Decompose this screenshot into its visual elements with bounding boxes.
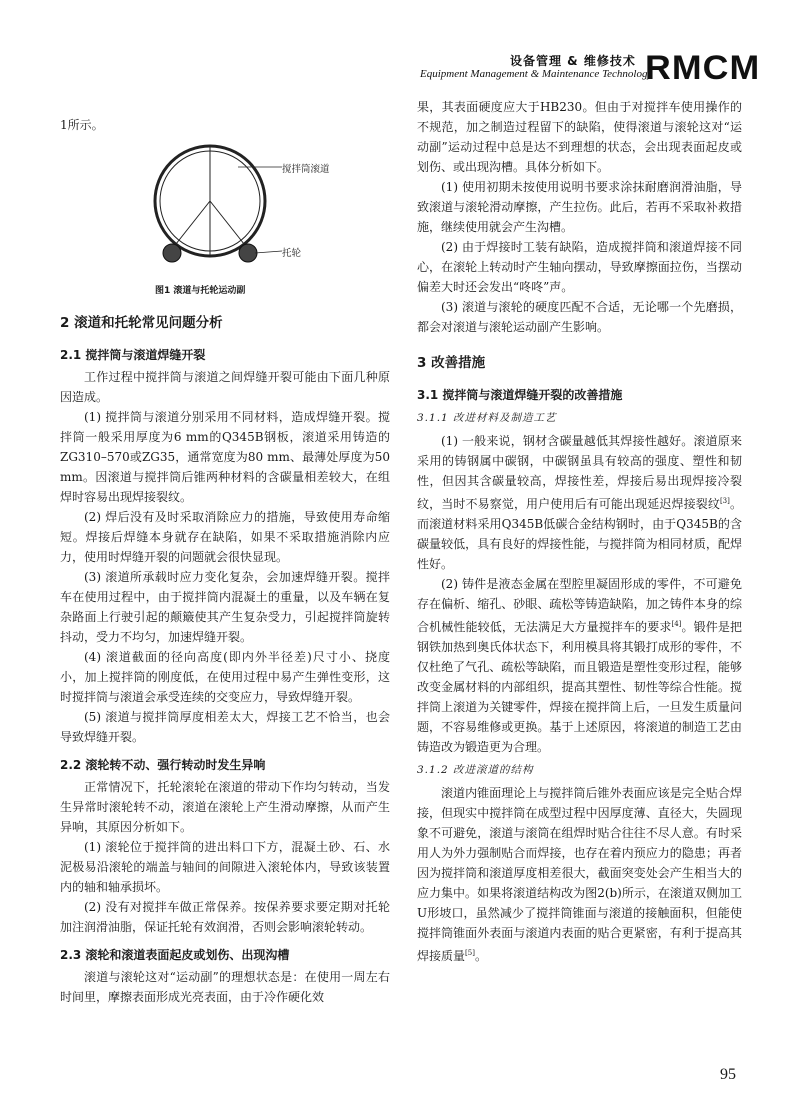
- support-line-left: [172, 201, 210, 249]
- paragraph: (3) 滚道与滚轮的硬度匹配不合适，无论哪一个先磨损，都会对滚道与滚轮运动副产生影响。: [417, 300, 742, 334]
- paragraph: 正常情况下，托轮滚轮在滚道的带动下作均匀转动，当发生异常时滚轮转不动，滚道在滚轮上产生滑动摩擦，从而产生异响，其原因分析如下。: [60, 780, 390, 834]
- section-2-3-heading: 2.3 滚轮和滚道表面起皮或划伤、出现沟槽: [60, 948, 290, 962]
- page-number: 95: [720, 1066, 736, 1083]
- figure-label-drum: 搅拌筒滚道: [282, 164, 330, 175]
- paragraph: (4) 滚道截面的径向高度(即内外半径差)尺寸小、挠度小，加上搅拌筒的刚度低，在使用过程中易产生弹性变形，这时搅拌筒与滚道会承受连续的交变应力，导致焊缝开裂。: [60, 650, 390, 704]
- paragraph: (2) 由于焊接时工装有缺陷，造成搅拌筒和滚道焊接不同心，在滚轮上转动时产生轴向摆动，导致摩擦面拉伤，当摆动偏差大时还会发出“咚咚”声。: [417, 240, 742, 294]
- paragraph: [417, 574, 742, 757]
- paragraph: 工作过程中搅拌筒与滚道之间焊缝开裂可能由下面几种原因造成。: [60, 370, 390, 404]
- paragraph: (1) 使用初期未按使用说明书要求涂抹耐磨润滑油脂，导致滚道与滚轮滑动摩擦，产生拉伤。此后，若再不采取补救措施，继续使用就会产生沟槽。: [417, 180, 742, 234]
- journal-title-en: Equipment Management & Maintenance Technology: [420, 68, 653, 80]
- paragraph: (2) 没有对搅拌车做正常保养。按保养要求要定期对托轮加注润滑油脂，保证托轮有效润滑，否则会影响滚轮转动。: [60, 900, 390, 934]
- journal-header: [420, 49, 761, 92]
- paragraph: (1) 滚轮位于搅拌筒的进出料口下方，混凝土砂、石、水泥极易沿滚轮的端盖与轴间的间隙进入滚轮体内，导致该装置内的轴和轴承损坏。: [60, 840, 390, 894]
- citation: [3]: [719, 497, 730, 505]
- intro-text: 1所示。: [60, 118, 104, 132]
- paragraph: (2) 焊后没有及时采取消除应力的措施，导致使用寿命缩短。焊接后焊缝本身就存在缺陷，如果不采取措施消除内应力，使用时焊缝开裂的问题就会很快显现。: [60, 510, 390, 564]
- paragraph: [417, 783, 742, 966]
- paragraph: (1) 搅拌筒与滚道分别采用不同材料，造成焊缝开裂。搅拌筒一般采用厚度为6 mm的Q345B钢板，滚道采用铸造的ZG310–570或ZG35，通常宽度为80 mm、最薄处厚度为50 mm。因滚道与搅拌筒后锥两种材料的含碳量相差较大，在组焊时容易出现焊接裂纹。: [60, 410, 390, 504]
- section-2-heading: 2 滚道和托轮常见问题分析: [60, 315, 223, 331]
- paragraph-text: 。而滚道材料采用Q345B低碳合金结构钢时，由于Q345B的含碳量较低，具有良好的焊接性能，与搅拌筒为相同材质，配焊性好。: [417, 497, 742, 571]
- right-column: [417, 97, 742, 966]
- section-2-2-heading: 2.2 滚轮转不动、强行转动时发生异响: [60, 758, 266, 772]
- paragraph-text: (1) 一般来说，钢材含碳量越低其焊接性越好。滚道原来采用的铸钢属中碳钢，中碳钢虽具有较高的强度、塑性和韧性，但因其含碳量较高，焊接性差，焊接后易出现焊接冷裂纹，当时不易察觉，用户使用后有可能出现延迟焊接裂纹: [417, 434, 742, 511]
- paragraph: [417, 431, 742, 574]
- roller-right: [239, 244, 257, 262]
- figure-1: [60, 139, 390, 297]
- paragraph: 果，其表面硬度应大于HB230。但由于对搅拌车使用操作的不规范，加之制造过程留下的缺陷，使得滚道与滚轮这对“运动副”运动过程中总是达不到理想的状态，会出现表面起皮或划伤、或出现沟槽。具体分析如下。: [417, 100, 742, 174]
- support-line-right: [210, 201, 248, 249]
- section-3-heading: 3 改善措施: [417, 355, 486, 371]
- paragraph: (3) 滚道所承载时应力变化复杂，会加速焊缝开裂。搅拌车在使用过程中，由于搅拌筒内混凝土的重量，以及车辆在复杂路面上行驶引起的颠簸使其产生复杂受力，引起搅拌筒旋转抖动，受力不均匀，加速焊缝开裂。: [60, 570, 390, 644]
- paragraph-text: 。: [474, 949, 487, 963]
- section-2-1-heading: 2.1 搅拌筒与滚道焊缝开裂: [60, 348, 206, 362]
- paragraph: (5) 滚道与搅拌筒厚度相差太大，焊接工艺不恰当，也会导致焊缝开裂。: [60, 710, 390, 744]
- figure-label-roller: 托轮: [282, 248, 302, 259]
- section-3-1-2-heading: 3.1.2 改进滚道的结构: [417, 764, 534, 776]
- citation: [5]: [465, 949, 475, 957]
- section-3-1-1-heading: 3.1.1 改进材料及制造工艺: [417, 412, 557, 424]
- journal-title-cn: 设备管理 & 维修技术: [510, 54, 636, 68]
- roller-left: [163, 244, 181, 262]
- drum-roller-diagram: [150, 139, 300, 274]
- section-3-1-heading: 3.1 搅拌筒与滚道焊缝开裂的改善措施: [417, 388, 623, 402]
- journal-logo: RMCM: [645, 49, 761, 87]
- left-column: [60, 115, 390, 1007]
- paragraph-text: 。锻件是把钢铁加热到奥氏体状态下，利用模具将其锻打成形的零件，不仅杜绝了气孔、疏松等缺陷，而且锻造是塑性变形过程，能够改变金属材料的内部组织，提高其塑性、韧性等综合性能。搅拌筒上滚道为关键零件，焊接在搅拌筒上后，一旦发生质量问题，不容易维修或更换。基于上述原因，将滚道的制造工艺由铸造改为锻造更为合理。: [417, 620, 742, 754]
- paragraph: 滚道与滚轮这对“运动副”的理想状态是：在使用一周左右时间里，摩擦表面形成光亮表面，由于冷作硬化效: [60, 970, 390, 1004]
- leader-line-2: [255, 251, 282, 253]
- paragraph-text: (2) 铸件是液态金属在型腔里凝固形成的零件，不可避免存在偏析、缩孔、砂眼、疏松等铸造缺陷，加之铸件本身的综合机械性能较低，无法满足大方量搅拌车的要求: [417, 577, 742, 634]
- paragraph-text: 滚道内锥面理论上与搅拌筒后锥外表面应该是完全贴合焊接，但现实中搅拌筒在成型过程中因厚度薄、直径大，失圆现象不可避免，滚道与滚筒在组焊时贴合往往不尽人意。有时采用人为外力强制贴合而焊接，也存在着内预应力的隐患；再者因为搅拌筒和滚道厚度相差很大，截面突变处会产生相当大的应力集中。如果将滚道结构改为图2(b)所示，在滚道双侧加工U形坡口，虽然减少了搅拌筒锥面与滚道的接触面积，但能使搅拌筒锥面外表面与滚道内表面的贴合更紧密，有利于提高其焊接质量: [417, 786, 742, 963]
- figure-caption: 图1 滚道与托轮运动副: [155, 286, 246, 296]
- citation: [4]: [671, 620, 682, 628]
